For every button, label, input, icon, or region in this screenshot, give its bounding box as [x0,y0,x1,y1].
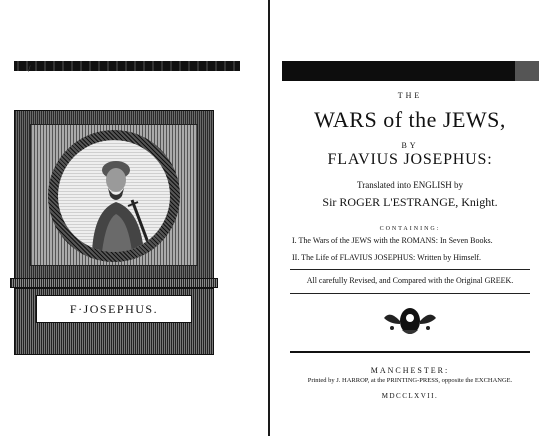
page-edge-shadow [282,61,539,81]
book-title: WARS of the JEWS, [314,107,506,132]
josephus-figure [58,140,170,252]
imprint-printer: Printed by J. HARROP, at the PRINTING-PRESS, opposite the EXCHANGE. [307,377,513,384]
contents-item-1: I. The Wars of the JEWS with the ROMANS: In Seven Books. [292,236,493,245]
translator-name: Sir ROGER L'ESTRANGE, Knight. [322,195,498,209]
name-plate-text: F·JOSEPHUS. [69,301,159,316]
imprint-place: MANCHESTER: [370,366,450,375]
plinth-cornice [10,278,218,288]
revision-note: All carefully Revised, and Compared with the Original GREEK. [306,276,514,285]
page-mark: / [28,64,31,74]
title-page [270,0,539,436]
contents-item-2: II. The Life of FLAVIUS JOSEPHUS: Written by Himself. [292,253,482,262]
frontispiece-page [0,0,268,436]
author-name: FLAVIUS JOSEPHUS: [327,151,493,168]
imprint-date: MDCCLXVII. [381,392,439,400]
rule-bottom [290,293,530,294]
containing-heading: CONTAINING: [379,226,441,232]
page-edge-shadow [14,61,240,71]
translated-line: Translated into ENGLISH by [357,180,463,190]
engraved-portrait-icon [58,140,170,252]
name-plate [36,295,192,323]
printers-ornament-icon [382,304,438,338]
by-line: BY [401,141,419,150]
imprint-rule [290,351,530,353]
title-article: THE [397,91,423,100]
frontispiece-engraving [14,110,214,355]
rule-top [290,269,530,270]
